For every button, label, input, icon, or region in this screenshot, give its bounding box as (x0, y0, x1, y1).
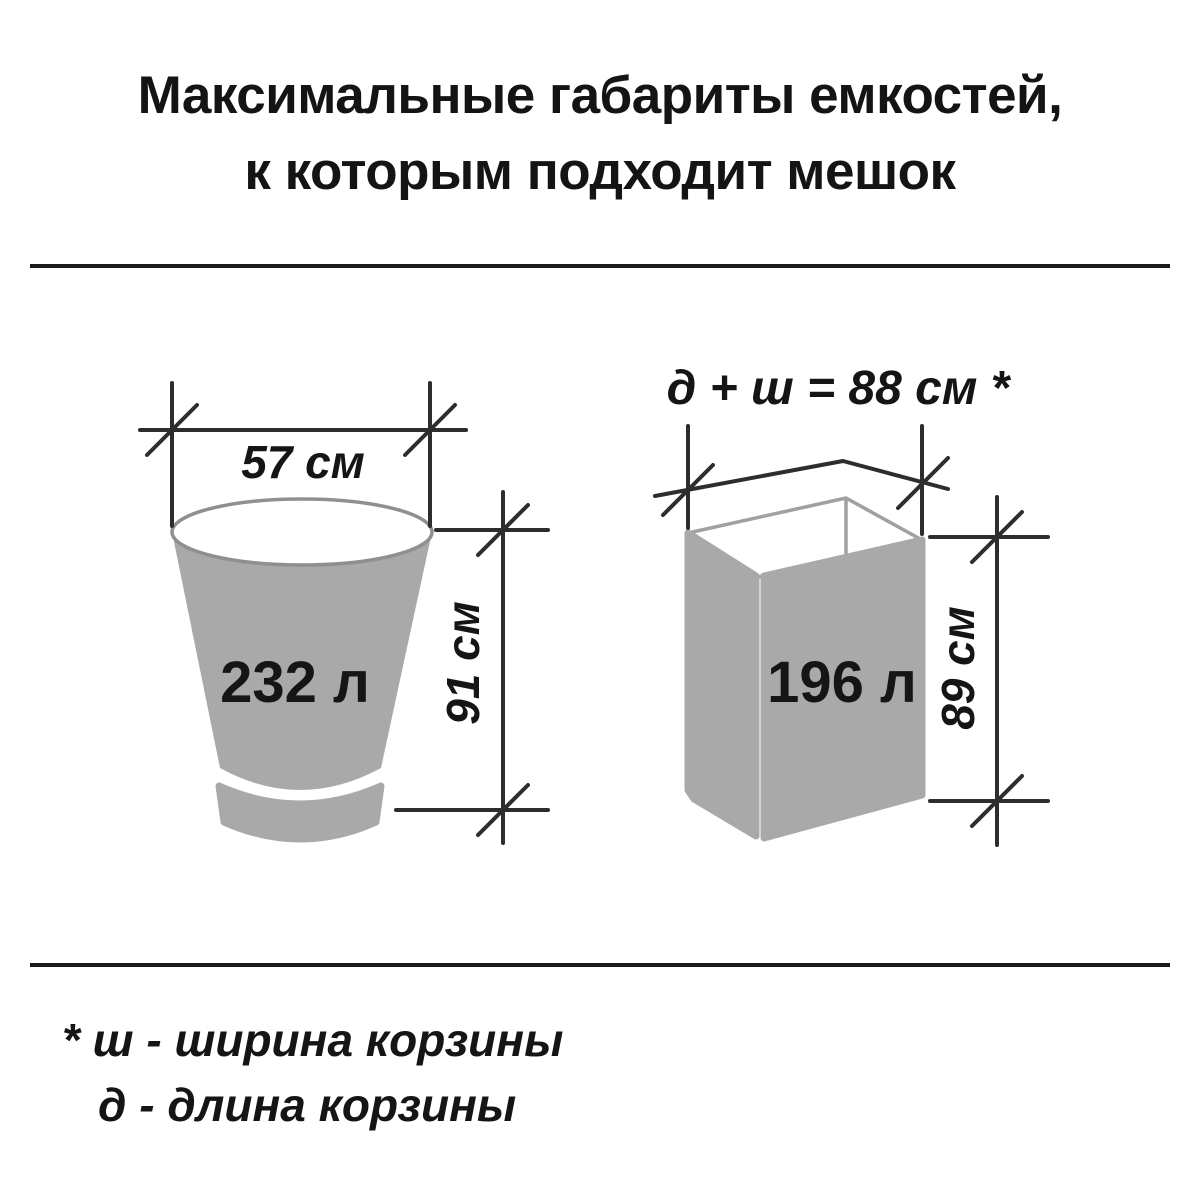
basket-left-face (688, 533, 756, 836)
basket-figure (688, 498, 922, 838)
footnote (62, 1008, 563, 1139)
basket-height-label: 89 см (932, 606, 984, 730)
basket-volume-label: 196 л (767, 650, 917, 715)
bucket-volume-label: 232 л (220, 650, 370, 715)
bucket-figure (172, 499, 432, 839)
bucket-rim-opening (172, 499, 432, 565)
footnote-line-2: д - длина корзины (98, 1079, 517, 1132)
bucket-width-label: 57 см (241, 436, 365, 488)
bucket-height-label: 91 см (437, 601, 489, 725)
footnote-line-1: * ш - ширина корзины (62, 1014, 564, 1066)
bucket-base (219, 786, 381, 839)
title-line-2: к которым подходит мешок (244, 142, 956, 202)
basket-height-dimension (930, 497, 1048, 845)
title-line-1: Максимальные габариты емкостей, (137, 66, 1063, 125)
basket-dimension-label: д + ш = 88 см * (666, 362, 1010, 415)
